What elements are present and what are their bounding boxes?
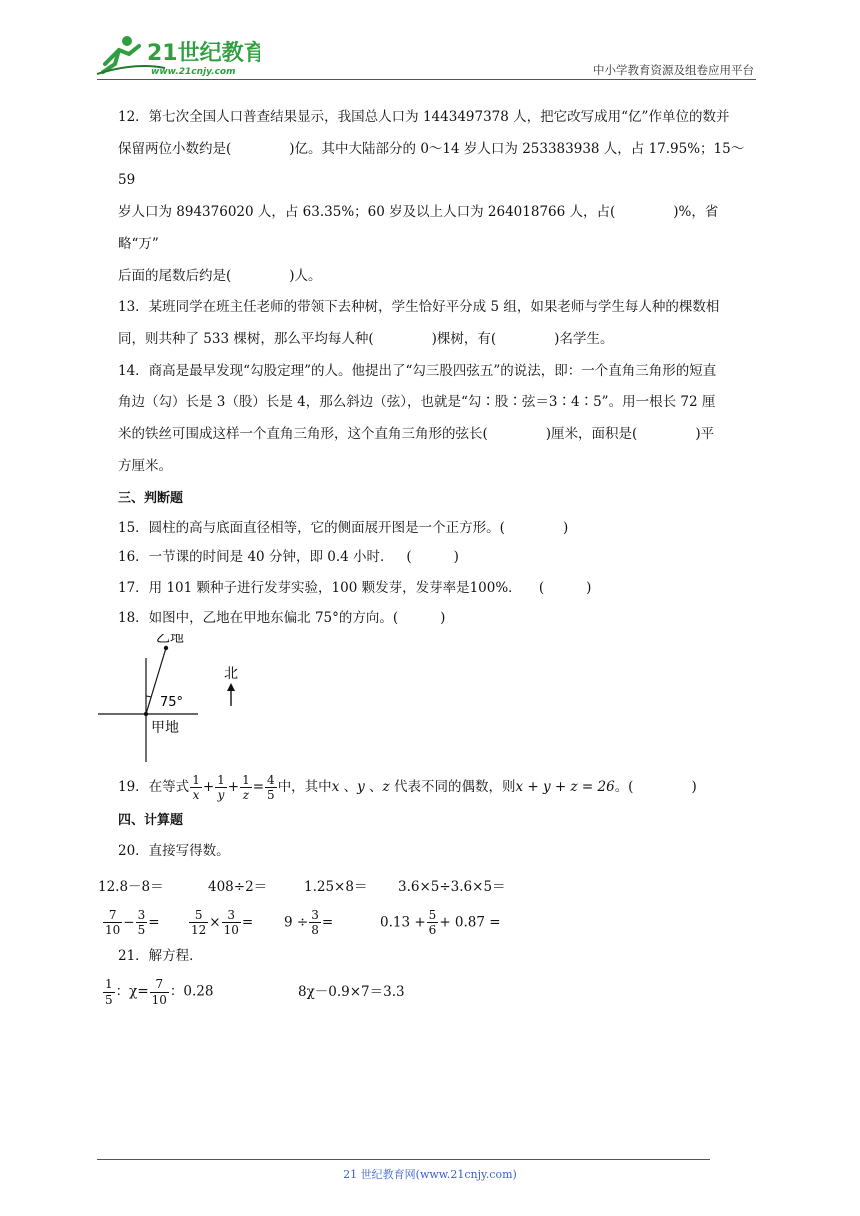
logo [95,34,260,78]
equation-2: 8χ－0.9×7＝3.3 [298,983,405,1000]
label-north: 北 [224,665,238,682]
q20-row-2 [102,908,758,938]
q14-line-3: 米的铁丝可围成这样一个直角三角形，这个直角三角形的弦长( )厘米，面积是( )平 [118,426,715,443]
q14-line-2: 角边（勾）长是 3（股）长是 4，那么斜边（弦），也就是“勾∶股∶弦＝3∶4∶5”。用一根长 72 厘 [118,394,716,411]
equation-1: $\frac{1}{5}$ ：χ= $\frac{7}{10}$ ：0.28 [105,977,214,1007]
q12-line-1: 12．第七次全国人口普查结果显示，我国总人口为 1443497378 人，把它改写成用“亿”作单位的数并 [118,109,730,125]
compass-figure [98,634,298,774]
q21-row [102,977,758,1007]
north-arrow-icon [227,683,235,691]
frac-1-z: $\frac{1}{z}$ [242,772,250,802]
q21-title: 21．解方程． [118,948,203,965]
question-content [98,102,758,1011]
q14-line-4: 方厘米。 [118,457,172,474]
section-calculation-heading: 四、计算题 [118,813,184,829]
calc-item: $\frac{5}{12}$ × $\frac{3}{10}$ = [191,907,254,938]
header-divider [97,79,756,80]
question-14 [118,356,758,483]
calc-item: 1.25×8＝ [304,878,368,895]
calc-item: $\frac{7}{10}$ − $\frac{3}{5}$ = [105,907,160,938]
frac-1-x: $\frac{1}{x}$ [192,772,200,802]
calc-item: 0.13 + $\frac{5}{6}$ + 0.87 = [380,907,501,938]
footer-divider [97,1159,710,1160]
q12-line-4: 后面的尾数后约是( )人。 [118,267,322,284]
frac-4-5: $\frac{4}{5}$ [267,772,275,802]
q12-line-2: 保留两位小数约是( )亿。其中大陆部分的 0～14 岁人口为 253383938 人，占 17.95%；15～59 [118,140,745,189]
q20-title: 20．直接写得数。 [118,843,230,860]
svg-text:www.21cnjy.com: www.21cnjy.com [151,67,236,77]
label-angle: 75° [160,694,184,710]
logo-runner-icon [95,34,260,78]
label-jia: 甲地 [151,719,179,736]
compass-diagram [98,634,298,774]
question-17: 17．用 101 颗种子进行发芽实验，100 颗发芽，发芽率是100%． ( ) [118,580,592,597]
q12-line-3: 岁人口为 894376020 人，占 63.35%；60 岁及以上人口为 264018766 人，占( )%，省略“万” [118,204,719,252]
label-yi: 乙地 [156,633,184,646]
question-19: 19．在等式 $\frac{1}{x}$ + $\frac{1}{y}$ + $\frac{1}{z}$ = $\frac{4}{5}$ 中，其中x 、y 、z 代表不同的偶数，则x + y + z = 26。( ) [118,772,697,802]
point-yi [164,646,168,650]
question-12 [118,102,758,292]
q20-row-1 [98,872,758,904]
calc-item: 3.6×5÷3.6×5＝ [398,878,506,895]
q13-line-1: 13．某班同学在班主任老师的带领下去种树，学生恰好平分成 5 组，如果老师与学生每人种的棵数相 [118,299,720,316]
question-18: 18．如图中，乙地在甲地东偏北 75°的方向。( ) [118,610,446,627]
header-platform-text: 中小学教育资源及组卷应用平台 [593,63,754,77]
question-16: 16．一节课的时间是 40 分钟，即 0.4 小时． ( ) [118,549,459,566]
point-jia [144,712,148,716]
footer-site-link[interactable]: 21 世纪教育网(www.21cnjy.com) [343,1168,517,1181]
question-13 [118,292,758,355]
calc-item: 9 ÷ $\frac{3}{8}$ = [284,907,334,938]
svg-text:21世纪教育: 21世纪教育 [147,41,260,66]
q14-line-1: 14．商高是最早发现“勾股定理”的人。他提出了“勾三股四弦五”的说法，即：一个直角三角形的短直 [118,362,717,379]
q13-line-2: 同，则共种了 533 棵树，那么平均每人种( )棵树，有( )名学生。 [118,331,614,348]
question-15: 15．圆柱的高与底面直径相等，它的侧面展开图是一个正方形。( ) [118,519,569,536]
section-judgement-heading: 三、判断题 [118,490,184,506]
calc-item: 12.8－8＝ [98,878,164,895]
calc-item: 408÷2＝ [208,878,268,895]
frac-1-y: $\frac{1}{y}$ [217,772,225,802]
